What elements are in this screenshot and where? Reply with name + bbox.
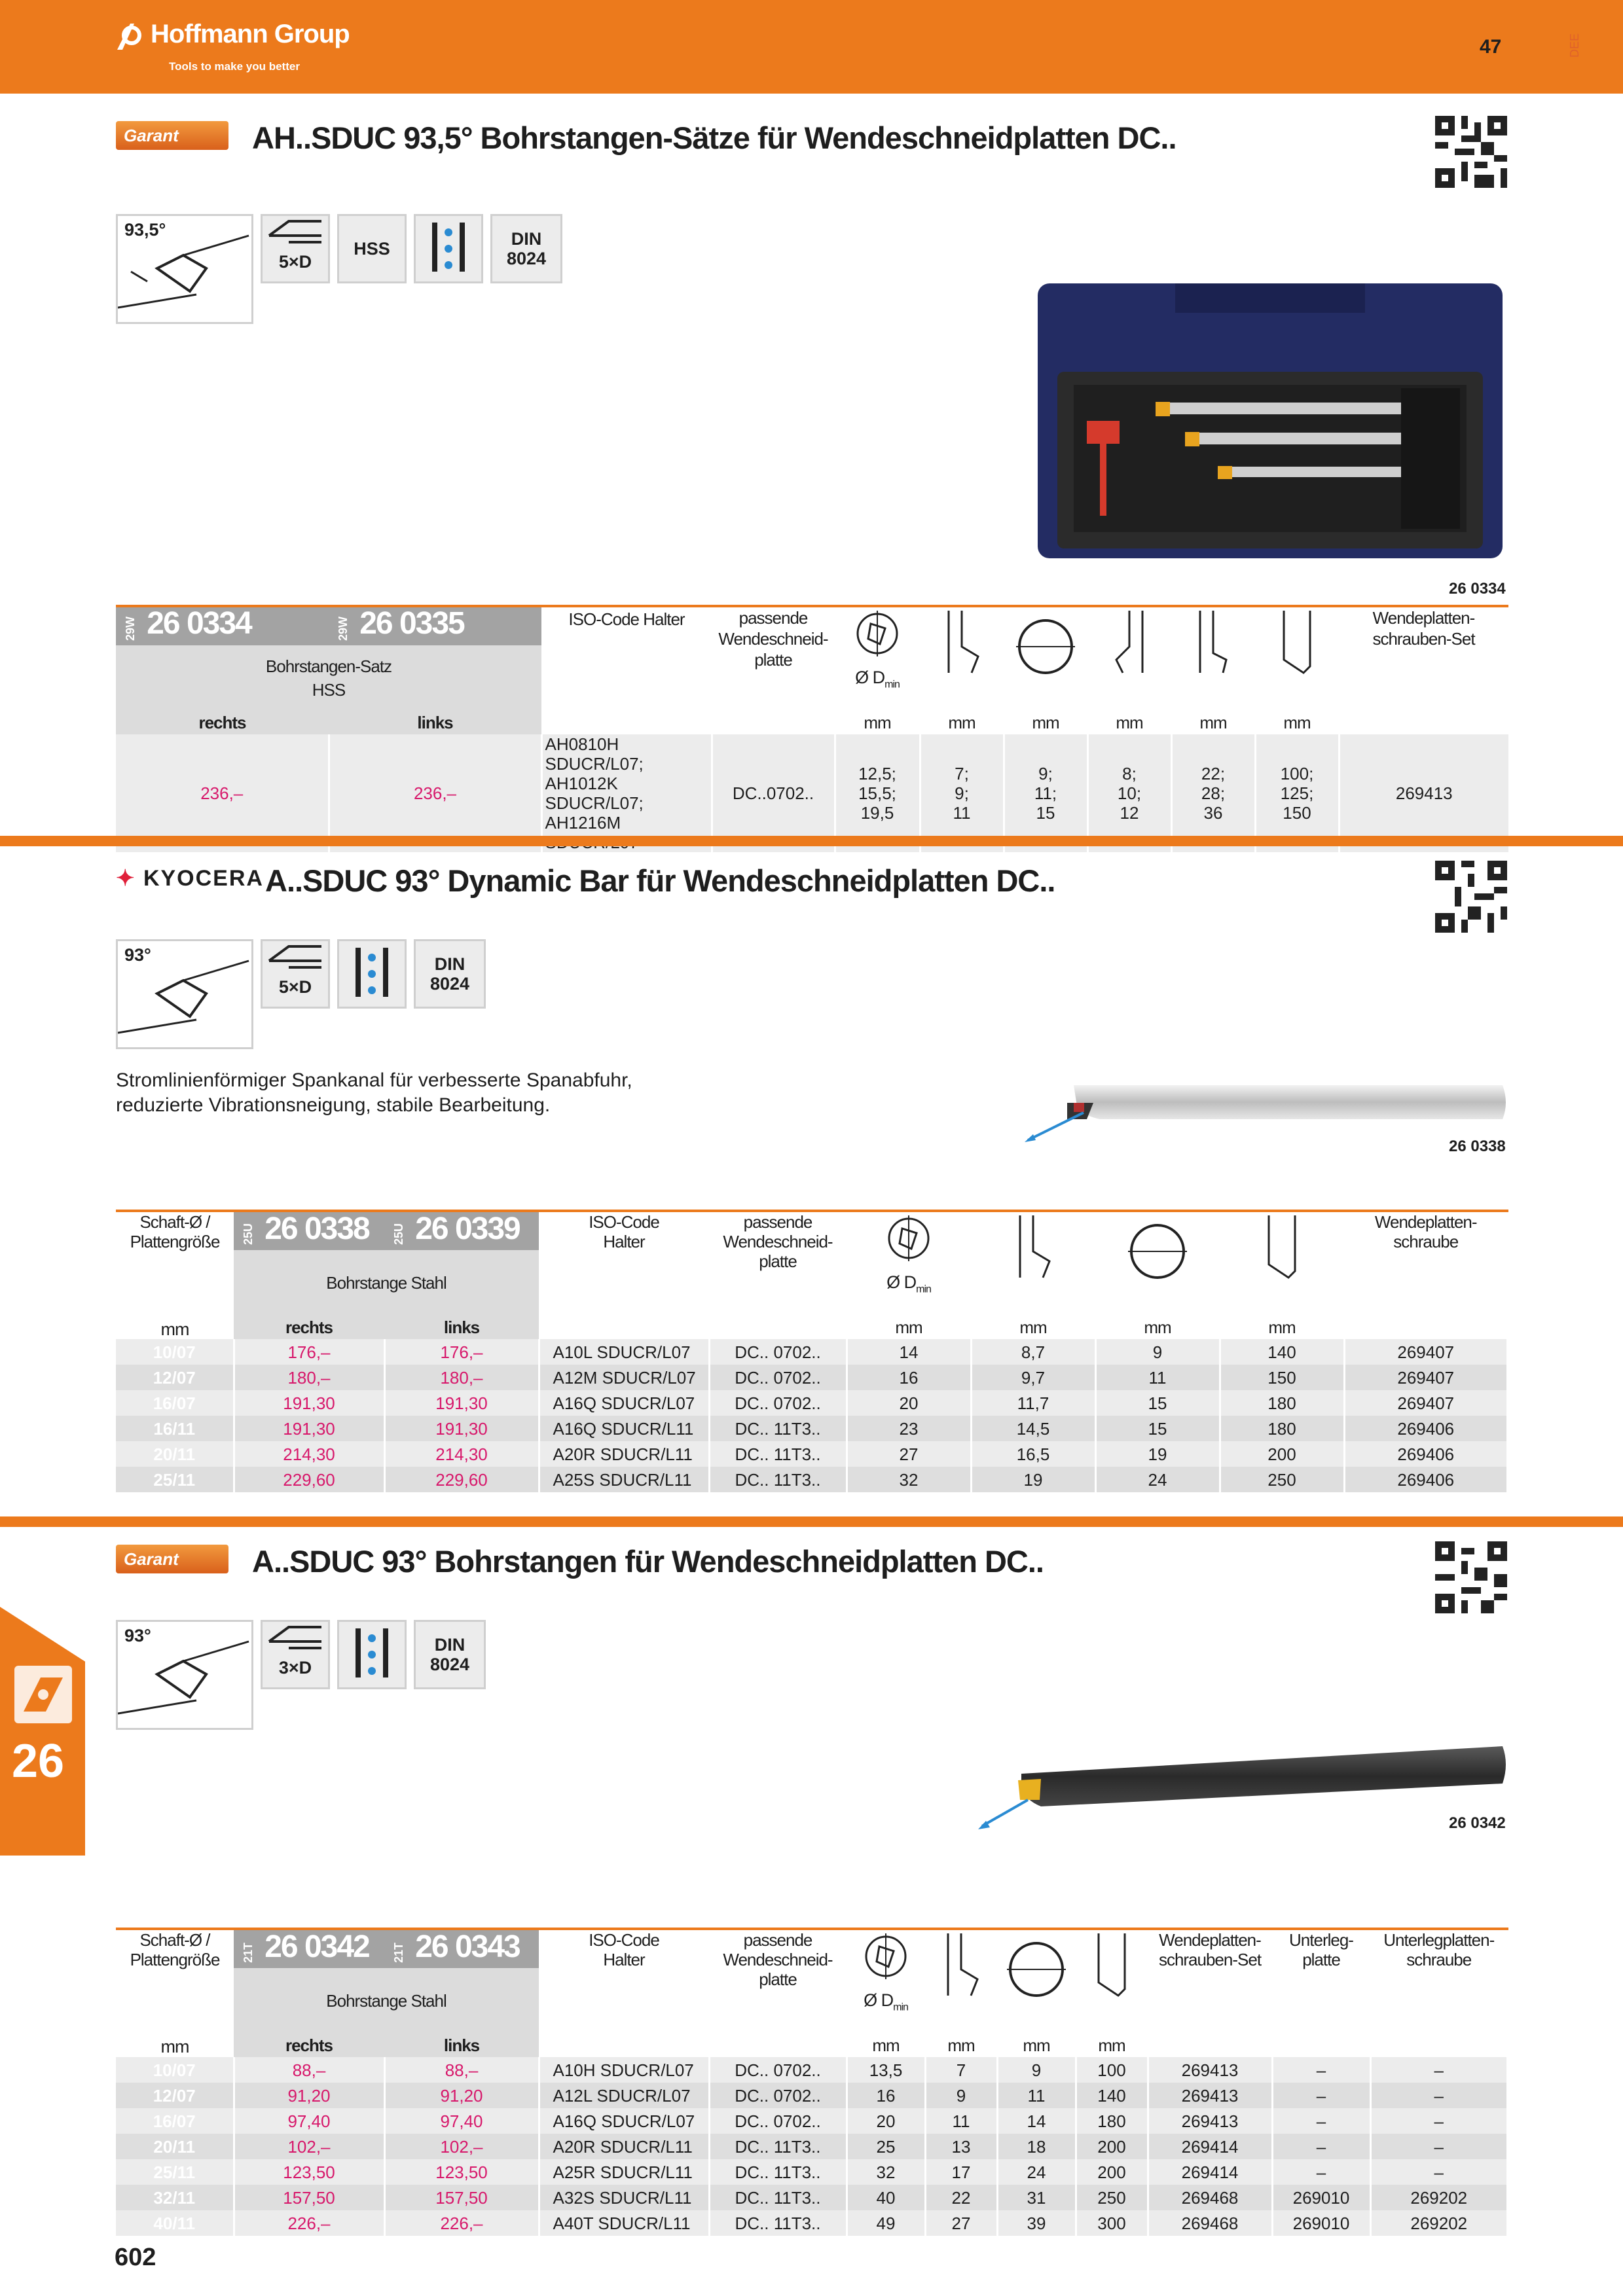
- header-dmin-icon: Ø $D_{min}$: [835, 607, 920, 711]
- col-links: links: [384, 1316, 539, 1339]
- cell-size: 16/07: [116, 2108, 234, 2134]
- product-name: Bohrstangen-Satz HSS: [116, 645, 541, 711]
- kyocera-brand-logo: ✦ KYOCERA: [116, 866, 264, 891]
- header-dim-d-icon: [1171, 607, 1255, 711]
- unit-mm: mm: [864, 713, 891, 732]
- product-image-boring-bar: [976, 1734, 1509, 1833]
- cell-l: 226,–: [384, 2210, 539, 2236]
- cell-r: 191,30: [234, 1416, 384, 1441]
- cell-iso: A25R SDUCR/L11: [539, 2159, 709, 2185]
- article-number-links: 21T 26 0343: [384, 1930, 539, 1968]
- cell-size: 32/11: [116, 2185, 234, 2210]
- cell-u: –: [1272, 2083, 1370, 2108]
- cell-b: 9: [1095, 1339, 1220, 1365]
- header-wendeplatten-schraube: Wendeplatten- schraube: [1374, 1212, 1477, 1251]
- header-unterlegplatten-schraube: Unterlegplatten- schraube: [1383, 1930, 1495, 1969]
- cell-c: 250: [1076, 2185, 1148, 2210]
- header-dim-e-icon: [1255, 607, 1339, 711]
- table-dynamic-bar: [116, 1212, 1508, 1492]
- article-number-rechts: 29W 26 0334: [116, 607, 329, 645]
- cell-plate: DC.. 11T3..: [709, 1467, 847, 1492]
- cell-d: 16: [847, 2083, 925, 2108]
- cell-plate: DC.. 11T3..: [709, 2159, 847, 2185]
- cell-s: 269407: [1344, 1365, 1508, 1390]
- header-dim-b-icon: [997, 1930, 1076, 2034]
- cell-s: 269468: [1148, 2185, 1272, 2210]
- din-8024-badge: DIN 8024: [414, 939, 486, 1009]
- cell-r: 102,–: [234, 2134, 384, 2159]
- dim-c-values: 8; 10; 12: [1087, 734, 1171, 852]
- cell-size: 16/11: [116, 1416, 234, 1441]
- din-8024-badge: DIN 8024: [490, 214, 562, 283]
- cell-b: 19: [1095, 1441, 1220, 1467]
- table-row: [116, 2108, 1508, 2134]
- cell-iso: A20R SDUCR/L11: [539, 2134, 709, 2159]
- header-dim-c-icon: [1220, 1212, 1344, 1316]
- cell-a: 8,7: [971, 1339, 1095, 1365]
- header-passende-platte: passende Wendeschneid- platte: [723, 1930, 833, 1989]
- brand-logo-icon: [115, 18, 149, 52]
- cell-d: 20: [847, 1390, 971, 1416]
- table-row: [116, 1441, 1508, 1467]
- cell-size: 20/11: [116, 2134, 234, 2159]
- header-dmin-icon: Ø $D_{min}$: [847, 1930, 925, 2034]
- section2-description: Stromlinienförmiger Spankanal für verbesserte Spanabfuhr, reduzierte Vibrationsneigung, stabile Bearbeitung.: [116, 1069, 632, 1116]
- col-rechts: rechts: [116, 711, 329, 734]
- cell-c: 140: [1220, 1339, 1344, 1365]
- image-code: 26 0342: [1449, 1814, 1506, 1832]
- header-unterlegplatte: Unterleg- platte: [1289, 1930, 1353, 1969]
- table-row: [116, 2159, 1508, 2185]
- cell-plate: DC.. 11T3..: [709, 1416, 847, 1441]
- section2-title: A..SDUC 93° Dynamic Bar für Wendeschneidplatten DC..: [265, 863, 1055, 898]
- angle-icon: 93°: [116, 939, 253, 1049]
- dim-b-values: 9; 11; 15: [1004, 734, 1087, 852]
- header-dim-a-icon: [920, 607, 1004, 711]
- cell-r: 123,50: [234, 2159, 384, 2185]
- cell-r: 191,30: [234, 1390, 384, 1416]
- cell-r: 180,–: [234, 1365, 384, 1390]
- brand-tagline: Tools to make you better: [169, 60, 300, 73]
- unit-mm: mm: [1019, 1318, 1047, 1337]
- insert-tool-icon: [14, 1666, 72, 1723]
- table-row: [116, 1467, 1508, 1492]
- cell-l: 157,50: [384, 2185, 539, 2210]
- cell-plate: DC.. 11T3..: [709, 2210, 847, 2236]
- cell-r: 157,50: [234, 2185, 384, 2210]
- cell-c: 200: [1076, 2134, 1148, 2159]
- col-rechts: rechts: [234, 1316, 384, 1339]
- header-dim-b-icon: [1095, 1212, 1220, 1316]
- cell-a: 14,5: [971, 1416, 1095, 1441]
- article-number-rechts: 21T 26 0342: [234, 1930, 384, 1968]
- cell-s: 269414: [1148, 2134, 1272, 2159]
- unit-mm: mm: [1268, 1318, 1296, 1337]
- table-row: [116, 2057, 1508, 2083]
- cell-a: 13: [925, 2134, 997, 2159]
- cell-c: 300: [1076, 2210, 1148, 2236]
- cell-plate: DC.. 0702..: [709, 1390, 847, 1416]
- table-bohrstangen: [116, 1930, 1508, 2236]
- language-code: DEE: [1568, 33, 1581, 58]
- table-row: [116, 1416, 1508, 1441]
- cell-plate: DC.. 0702..: [709, 1365, 847, 1390]
- dmin-values: 12,5; 15,5; 19,5: [835, 734, 920, 852]
- qr-code-icon[interactable]: [1435, 116, 1507, 188]
- cell-s: 269407: [1344, 1339, 1508, 1365]
- unit-mm: mm: [1199, 713, 1227, 732]
- section3-title: A..SDUC 93° Bohrstangen für Wendeschneidplatten DC..: [252, 1544, 1044, 1579]
- cell-a: 11: [925, 2108, 997, 2134]
- cell-r: 88,–: [234, 2057, 384, 2083]
- cell-u: 269010: [1272, 2185, 1370, 2210]
- header-wendeplatten-schrauben-set: Wendeplatten- schrauben-Set: [1372, 608, 1475, 649]
- cell-s: 269413: [1148, 2057, 1272, 2083]
- cell-plate: DC.. 11T3..: [709, 2134, 847, 2159]
- header-passende-platte: passende Wendeschneid- platte: [718, 608, 828, 670]
- cell-d: 14: [847, 1339, 971, 1365]
- product-image-dynamic-bar: [1021, 1067, 1509, 1145]
- cell-d: 13,5: [847, 2057, 925, 2083]
- cell-s: 269413: [1148, 2083, 1272, 2108]
- page-number: 47: [1480, 36, 1502, 58]
- cell-iso: A32S SDUCR/L11: [539, 2185, 709, 2210]
- cell-b: 11: [1095, 1365, 1220, 1390]
- cell-l: 180,–: [384, 1365, 539, 1390]
- cell-r: 176,–: [234, 1339, 384, 1365]
- cell-iso: A10H SDUCR/L07: [539, 2057, 709, 2083]
- garant-brand-badge: Garant: [116, 1545, 228, 1573]
- depth-icon: 5×D: [261, 939, 330, 1009]
- cell-d: 27: [847, 1441, 971, 1467]
- cell-us: 269202: [1370, 2210, 1508, 2236]
- cell-d: 16: [847, 1365, 971, 1390]
- screw-set: 269413: [1339, 734, 1508, 852]
- cell-size: 40/11: [116, 2210, 234, 2236]
- table-row: [116, 2185, 1508, 2210]
- cell-plate: DC.. 0702..: [709, 2083, 847, 2108]
- cell-a: 9,7: [971, 1365, 1095, 1390]
- cell-d: 25: [847, 2134, 925, 2159]
- cell-a: 16,5: [971, 1441, 1095, 1467]
- cell-r: 214,30: [234, 1441, 384, 1467]
- cell-c: 200: [1220, 1441, 1344, 1467]
- cell-b: 24: [997, 2159, 1076, 2185]
- header-iso-code: ISO-Code Halter: [589, 1212, 659, 1251]
- cell-c: 250: [1220, 1467, 1344, 1492]
- cell-size: 16/07: [116, 1390, 234, 1416]
- coolant-icon: [414, 214, 483, 283]
- cell-b: 9: [997, 2057, 1076, 2083]
- cell-u: –: [1272, 2108, 1370, 2134]
- coolant-icon: [337, 939, 407, 1009]
- cell-a: 9: [925, 2083, 997, 2108]
- cell-iso: A12M SDUCR/L07: [539, 1365, 709, 1390]
- table-row: [116, 2083, 1508, 2108]
- chapter-side-tab[interactable]: [0, 1607, 85, 1856]
- angle-icon: 93°: [116, 1620, 253, 1730]
- cell-s: 269406: [1344, 1416, 1508, 1441]
- cell-r: 229,60: [234, 1467, 384, 1492]
- cell-a: 17: [925, 2159, 997, 2185]
- cell-b: 14: [997, 2108, 1076, 2134]
- cell-us: –: [1370, 2159, 1508, 2185]
- cell-r: 91,20: [234, 2083, 384, 2108]
- cell-iso: A12L SDUCR/L07: [539, 2083, 709, 2108]
- plate-code: DC..0702..: [712, 734, 835, 852]
- cell-a: 27: [925, 2210, 997, 2236]
- cell-b: 18: [997, 2134, 1076, 2159]
- image-code: 26 0338: [1449, 1138, 1506, 1155]
- cell-l: 176,–: [384, 1339, 539, 1365]
- cell-a: 11,7: [971, 1390, 1095, 1416]
- price-rechts: 236,–: [116, 734, 329, 852]
- unit-mm: mm: [1098, 2036, 1125, 2055]
- cell-plate: DC.. 0702..: [709, 2057, 847, 2083]
- article-number-links: 25U 26 0339: [384, 1212, 539, 1250]
- cell-plate: DC.. 11T3..: [709, 2185, 847, 2210]
- header-wendeplatten-schrauben-set: Wendeplatten- schrauben-Set: [1158, 1930, 1262, 1969]
- cell-d: 20: [847, 2108, 925, 2134]
- cell-plate: DC.. 0702..: [709, 1339, 847, 1365]
- unit-mm: mm: [1116, 713, 1143, 732]
- dim-e-values: 100; 125; 150: [1255, 734, 1339, 852]
- chapter-number: 26: [12, 1735, 65, 1787]
- header-passende-platte: passende Wendeschneid- platte: [723, 1212, 833, 1271]
- article-number-links: 29W 26 0335: [329, 607, 541, 645]
- cell-size: 12/07: [116, 1365, 234, 1390]
- cell-iso: A20R SDUCR/L11: [539, 1441, 709, 1467]
- price-links: 236,–: [329, 734, 541, 852]
- cell-r: 226,–: [234, 2210, 384, 2236]
- cell-u: –: [1272, 2159, 1370, 2185]
- cell-c: 180: [1220, 1390, 1344, 1416]
- cell-iso: A10L SDUCR/L07: [539, 1339, 709, 1365]
- cell-size: 10/07: [116, 2057, 234, 2083]
- cell-b: 15: [1095, 1416, 1220, 1441]
- cell-us: –: [1370, 2083, 1508, 2108]
- header-iso-code: ISO-Code Halter: [568, 609, 685, 629]
- cell-size: 12/07: [116, 2083, 234, 2108]
- table-row: [116, 1390, 1508, 1416]
- product-image-set-case: [1034, 280, 1506, 568]
- depth-icon: 5×D: [261, 214, 330, 283]
- cell-c: 150: [1220, 1365, 1344, 1390]
- cell-s: 269407: [1344, 1390, 1508, 1416]
- cell-size: 10/07: [116, 1339, 234, 1365]
- header-dim-b-icon: [1004, 607, 1087, 711]
- table-row: [116, 1339, 1508, 1365]
- cell-b: 15: [1095, 1390, 1220, 1416]
- cell-u: –: [1272, 2134, 1370, 2159]
- cell-b: 31: [997, 2185, 1076, 2210]
- col-rechts: rechts: [234, 2034, 384, 2057]
- section-divider: [0, 1516, 1623, 1527]
- article-number-rechts: 25U 26 0338: [234, 1212, 384, 1250]
- coolant-icon: [337, 1620, 407, 1689]
- header-dim-c-icon: [1087, 607, 1171, 711]
- cell-b: 11: [997, 2083, 1076, 2108]
- schaft-unit: mm: [160, 2037, 189, 2056]
- cell-c: 100: [1076, 2057, 1148, 2083]
- unit-mm: mm: [1032, 713, 1059, 732]
- cell-d: 32: [847, 1467, 971, 1492]
- cell-size: 25/11: [116, 1467, 234, 1492]
- dim-a-values: 7; 9; 11: [920, 734, 1004, 852]
- cell-iso: A16Q SDUCR/L11: [539, 1416, 709, 1441]
- cell-l: 229,60: [384, 1467, 539, 1492]
- cell-iso: A25S SDUCR/L11: [539, 1467, 709, 1492]
- brand-name: Hoffmann Group: [151, 20, 350, 48]
- cell-l: 102,–: [384, 2134, 539, 2159]
- unit-mm: mm: [947, 2036, 975, 2055]
- unit-mm: mm: [895, 1318, 922, 1337]
- table-row: [116, 2134, 1508, 2159]
- cell-s: 269406: [1344, 1467, 1508, 1492]
- cell-iso: A16Q SDUCR/L07: [539, 1390, 709, 1416]
- cell-c: 180: [1076, 2108, 1148, 2134]
- cell-size: 25/11: [116, 2159, 234, 2185]
- unit-mm: mm: [948, 713, 976, 732]
- cell-us: –: [1370, 2057, 1508, 2083]
- qr-code-icon[interactable]: [1435, 1541, 1507, 1613]
- header-schaft: Schaft-Ø / Plattengröße: [130, 1212, 220, 1251]
- header-dim-a-icon: [925, 1930, 997, 2034]
- cell-u: –: [1272, 2057, 1370, 2083]
- table-bohrstangen-saetze: [116, 607, 1508, 852]
- dim-d-values: 22; 28; 36: [1171, 734, 1255, 852]
- col-links: links: [329, 711, 541, 734]
- schaft-unit: mm: [160, 1319, 189, 1339]
- garant-brand-badge: Garant: [116, 121, 228, 150]
- unit-mm: mm: [1023, 2036, 1050, 2055]
- cell-l: 191,30: [384, 1390, 539, 1416]
- footer-page-number: 602: [115, 2244, 156, 2271]
- cell-d: 40: [847, 2185, 925, 2210]
- cell-b: 24: [1095, 1467, 1220, 1492]
- cell-u: 269010: [1272, 2210, 1370, 2236]
- header-iso-code: ISO-Code Halter: [589, 1930, 659, 1969]
- cell-c: 180: [1220, 1416, 1344, 1441]
- cell-l: 91,20: [384, 2083, 539, 2108]
- cell-l: 97,40: [384, 2108, 539, 2134]
- cell-b: 39: [997, 2210, 1076, 2236]
- cell-us: –: [1370, 2108, 1508, 2134]
- cell-c: 140: [1076, 2083, 1148, 2108]
- cell-d: 32: [847, 2159, 925, 2185]
- cell-us: –: [1370, 2134, 1508, 2159]
- cell-s: 269414: [1148, 2159, 1272, 2185]
- cell-us: 269202: [1370, 2185, 1508, 2210]
- cell-d: 49: [847, 2210, 925, 2236]
- material-hss-badge: HSS: [337, 214, 407, 283]
- cell-iso: A16Q SDUCR/L07: [539, 2108, 709, 2134]
- cell-s: 269468: [1148, 2210, 1272, 2236]
- header-dim-c-icon: [1076, 1930, 1148, 2034]
- cell-size: 20/11: [116, 1441, 234, 1467]
- table-row: [116, 1365, 1508, 1390]
- cell-l: 88,–: [384, 2057, 539, 2083]
- cell-s: 269413: [1148, 2108, 1272, 2134]
- cell-r: 97,40: [234, 2108, 384, 2134]
- section-divider: [0, 836, 1623, 846]
- cell-iso: A40T SDUCR/L11: [539, 2210, 709, 2236]
- product-name: Bohrstange Stahl: [234, 1968, 539, 2034]
- unit-mm: mm: [1283, 713, 1311, 732]
- depth-icon: 3×D: [261, 1620, 330, 1689]
- cell-l: 214,30: [384, 1441, 539, 1467]
- cell-d: 23: [847, 1416, 971, 1441]
- col-links: links: [384, 2034, 539, 2057]
- header-dmin-icon: Ø $D_{min}$: [847, 1212, 971, 1316]
- table-row: [116, 2210, 1508, 2236]
- angle-icon: 93,5°: [116, 214, 253, 324]
- section1-title: AH..SDUC 93,5° Bohrstangen-Sätze für Wendeschneidplatten DC..: [252, 120, 1176, 155]
- cell-l: 123,50: [384, 2159, 539, 2185]
- din-8024-badge: DIN 8024: [414, 1620, 486, 1689]
- table-row: [116, 734, 1508, 852]
- header-dim-a-icon: [971, 1212, 1095, 1316]
- cell-s: 269406: [1344, 1441, 1508, 1467]
- unit-mm: mm: [872, 2036, 900, 2055]
- unit-mm: mm: [1144, 1318, 1171, 1337]
- iso-codes: AH0810H SDUCR/L07; AH1012K SDUCR/L07; AH1216M: [541, 734, 712, 852]
- cell-plate: DC.. 0702..: [709, 2108, 847, 2134]
- image-code: 26 0334: [1449, 580, 1506, 598]
- qr-code-icon[interactable]: [1435, 861, 1507, 933]
- cell-l: 191,30: [384, 1416, 539, 1441]
- cell-plate: DC.. 11T3..: [709, 1441, 847, 1467]
- cell-c: 200: [1076, 2159, 1148, 2185]
- product-name: Bohrstange Stahl: [234, 1250, 539, 1316]
- header-schaft: Schaft-Ø / Plattengröße: [130, 1930, 220, 1969]
- cell-a: 7: [925, 2057, 997, 2083]
- cell-a: 19: [971, 1467, 1095, 1492]
- cell-a: 22: [925, 2185, 997, 2210]
